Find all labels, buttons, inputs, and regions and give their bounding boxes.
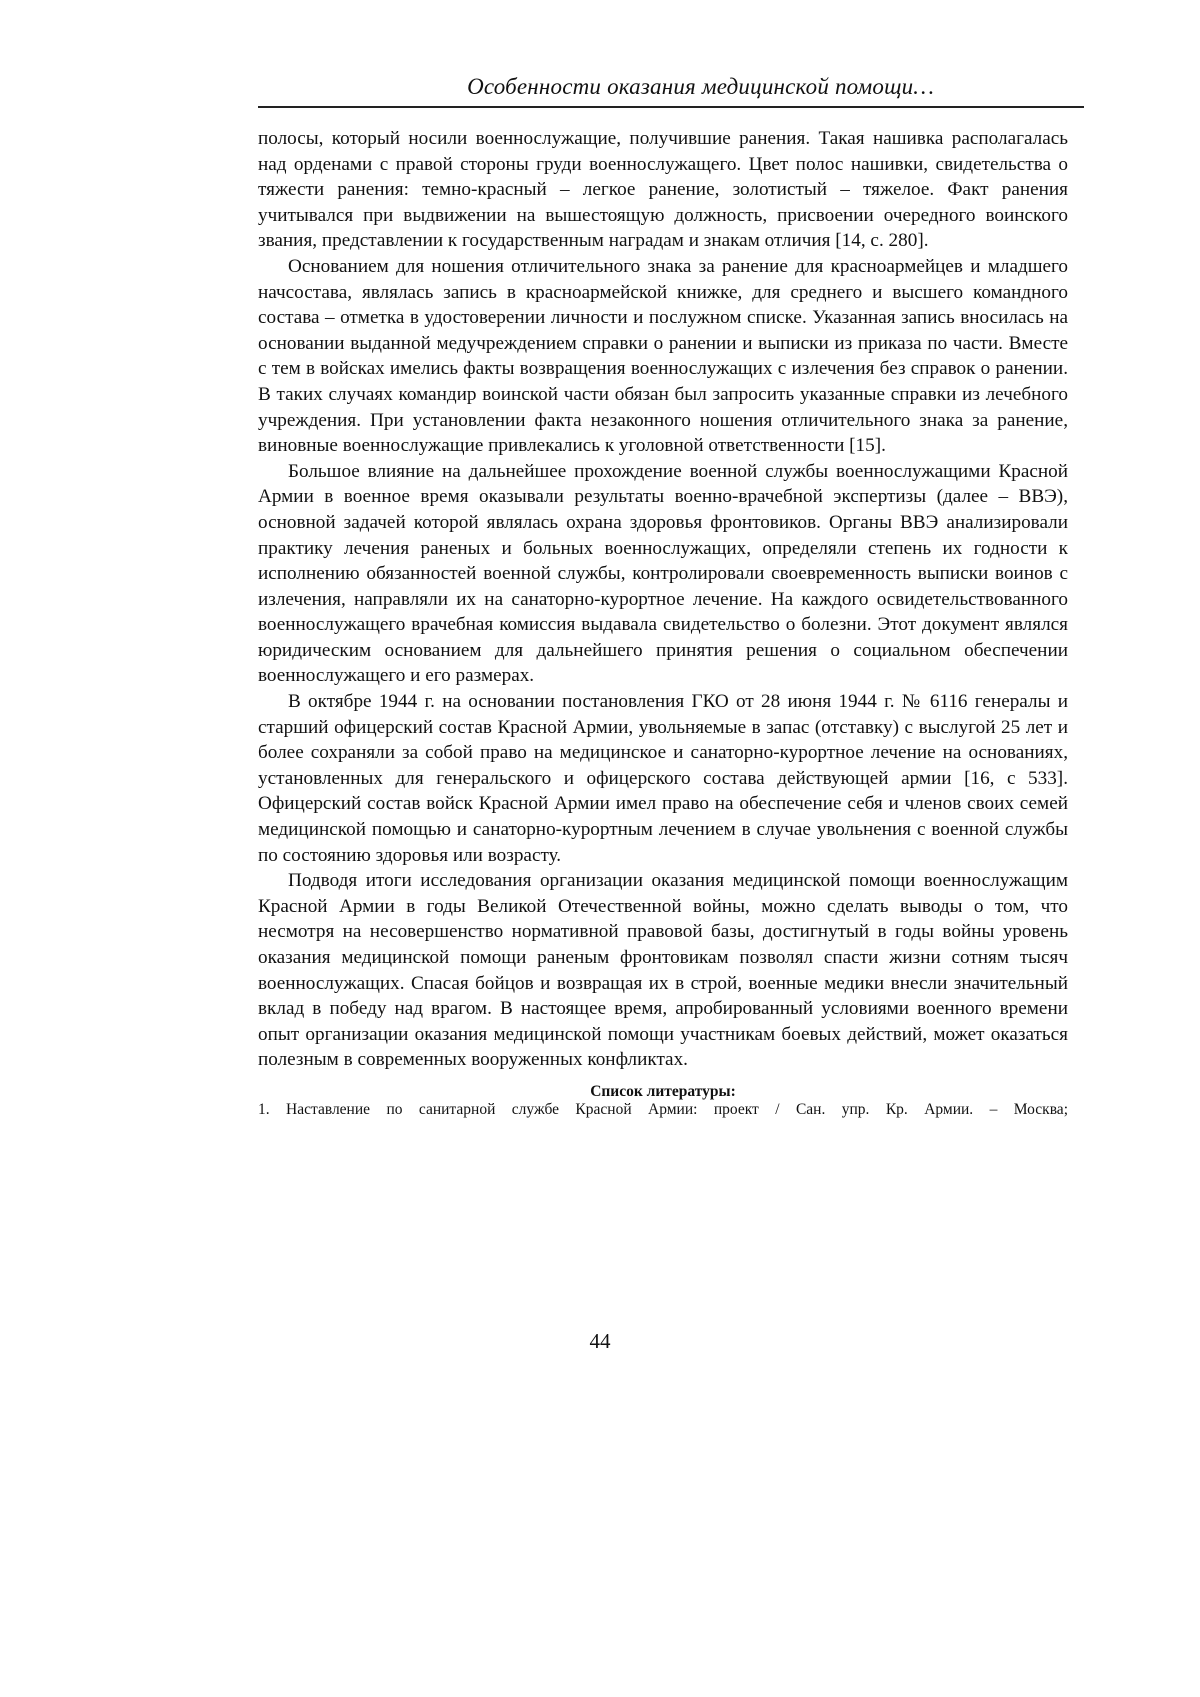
body-paragraph-3: Большое влияние на дальнейшее прохождение военной службы военнослужащими Красной Армии в военное время оказывали результаты военно-врачебной экспертизы (далее – ВВЭ), основной задачей которой являлась охрана здоровья фронтовиков. Органы ВВЭ анализировали практику лечения раненых и больных военнослужащих, определяли степень их годности к исполнению обязанностей военной службы, контролировали своевременность выписки воинов с излечения, направляли их на санаторно-курортное лечение. На каждого освидетельствованного военнослужащего врачебная комиссия выдавала свидетельство о болезни. Этот документ являлся юридическим основанием для дальнейшего принятия решения о социальном обеспечении военнослужащего и его размерах.: [258, 459, 1068, 689]
references-title: Список литературы:: [258, 1083, 1068, 1101]
page-number: 44: [0, 1329, 1200, 1354]
running-header: [258, 70, 1084, 108]
body-paragraph-5: Подводя итоги исследования организации оказания медицинской помощи военнослужащим Красной Армии в годы Великой Отечественной войны, можно сделать выводы о том, что несмотря на несовершенство нормативной правовой базы, достигнутый в годы войны уровень оказания медицинской помощи раненым фронтовикам позволял спасти жизни сотням тысяч военнослужащих. Спасая бойцов и возвращая их в строй, военные медики внесли значительный вклад в победу над врагом. В настоящее время, апробированный условиями военного времени опыт организации оказания медицинской помощи участникам боевых действий, может оказаться полезным в современных вооруженных конфликтах.: [258, 868, 1068, 1073]
body-paragraph-1: полосы, который носили военнослужащие, получившие ранения. Такая нашивка располагалась над орденами с правой стороны груди военнослужащего. Цвет полос нашивки, свидетельства о тяжести ранения: темно-красный – легкое ранение, золотистый – тяжелое. Факт ранения учитывался при выдвижении на вышестоящую должность, присвоении очередного воинского звания, представлении к государственным наградам и знакам отличия [14, с. 280].: [258, 126, 1068, 254]
running-header-title: Особенности оказания медицинской помощи…: [467, 74, 934, 100]
body-paragraph-2: Основанием для ношения отличительного знака за ранение для красноармейцев и младшего начсостава, являлась запись в красноармейской книжке, для среднего и высшего командного состава – отметка в удостоверении личности и послужном списке. Указанная запись вносилась на основании выданной медучреждением справки о ранении и выписки из приказа по части. Вместе с тем в войсках имелись факты возвращения военнослужащих с излечения без справок о ранении. В таких случаях командир воинской части обязан был запросить указанные справки из лечебного учреждения. При установлении факта незаконного ношения отличительного знака за ранение, виновные военнослужащие привлекались к уголовной ответственности [15].: [258, 254, 1068, 459]
page-body: [258, 126, 1068, 1119]
reference-item-1: 1. Наставление по санитарной службе Красной Армии: проект / Сан. упр. Кр. Армии. – Москва;: [258, 1101, 1068, 1119]
body-paragraph-4: В октябре 1944 г. на основании постановления ГКО от 28 июня 1944 г. № 6116 генералы и старший офицерский состав Красной Армии, увольняемые в запас (отставку) с выслугой 25 лет и более сохраняли за собой право на медицинское и санаторно-курортное лечение на основаниях, установленных для генеральского и офицерского состава действующей армии [16, с 533]. Офицерский состав войск Красной Армии имел право на обеспечение себя и членов своих семей медицинской помощью и санаторно-курортным лечением в случае увольнения с военной службы по состоянию здоровья или возрасту.: [258, 689, 1068, 868]
